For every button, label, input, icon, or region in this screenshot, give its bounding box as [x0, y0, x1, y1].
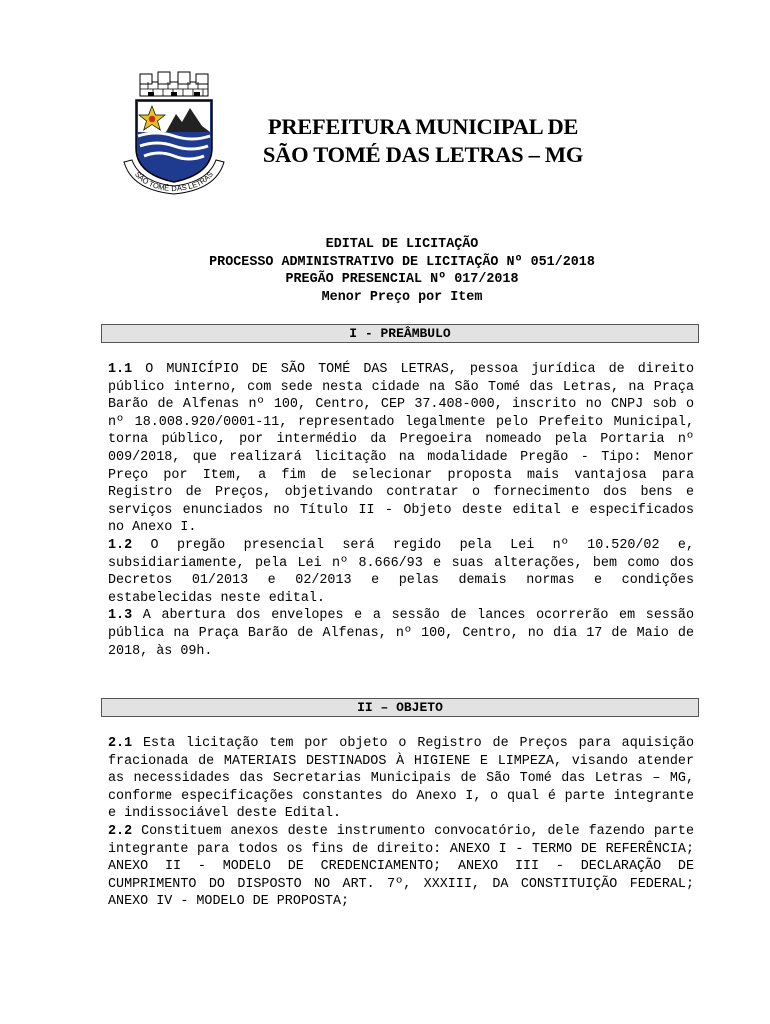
clause-text: Esta licitação tem por objeto o Registro de Preços para aquisição fracionada de MATERIAIS DESTINADOS À HIGIENE E LIMPEZA, visando atender as necessidades das Secretarias Municipais de São Tomé das Letras – MG, conforme especificações constantes do Anexo I, o qual é parte integrante e indissociável deste Edital.: [108, 736, 694, 822]
municipality-name-line1: PREFEITURA MUNICIPAL DE: [267, 114, 579, 139]
clause-number: 1.2: [108, 537, 133, 553]
clause-text: O MUNICÍPIO DE SÃO TOMÉ DAS LETRAS, pessoa jurídica de direito público interno, com sede nesta cidade na São Tomé das Letras, na Praça Barão de Alfenas nº 100, Centro, CEP 37.408-000, inscrito no CNPJ sob o nº 18.008.920/0001-11, representado legalmente pelo Prefeito Municipal, torna público, por intermédio da Pregoeira nomeado pela Portaria nº 009/2018, que realizará licitação na modalidade Pregão - Tipo: Menor Preço por Item, a fim de selecionar proposta mais vantajosa para Registro de Preços, objetivando contratar o fornecimento dos bens e serviços enunciados no Título II - Objeto deste edital e especificados no Anexo I.: [108, 362, 694, 536]
municipality-header: [238, 113, 608, 169]
title-edital: EDITAL DE LICITAÇÃO: [325, 237, 479, 252]
title-criteria: Menor Preço por Item: [321, 289, 483, 305]
section-body-objeto: [108, 735, 694, 911]
section-heading-objeto: II – OBJETO: [101, 698, 699, 717]
clause: [108, 361, 694, 537]
title-process: PROCESSO ADMINISTRATIVO DE LICITAÇÃO Nº 051/2018: [209, 254, 595, 270]
municipality-name-line2: SÃO TOMÉ DAS LETRAS – MG: [262, 142, 584, 167]
clause: [108, 823, 694, 911]
municipal-crest-logo: [118, 70, 230, 198]
clause-number: 1.3: [108, 608, 133, 624]
clause-text: O pregão presencial será regido pela Lei nº 10.520/02 e, subsidiariamente, pela Lei nº 8.666/93 e suas alterações, bem como dos Decretos 01/2013 e 02/2013 e pelas demais normas e condições estabelecidas neste edital.: [108, 537, 694, 606]
title-pregao: PREGÃO PRESENCIAL Nº 017/2018: [285, 272, 519, 288]
clause-number: 2.2: [108, 823, 133, 839]
section-heading-preambulo: I - PREÂMBULO: [101, 324, 699, 343]
clause-number: 2.1: [108, 736, 133, 751]
clause: [108, 607, 694, 660]
clause: [108, 735, 694, 823]
clause-text: Constituem anexos deste instrumento convocatório, dele fazendo parte integrante para todos os fins de direito: ANEXO I - TERMO DE REFERÊNCIA; ANEXO II - MODELO DE CREDENCIAMENTO; ANEXO III - DECLARAÇÃO DE CUMPRIMENTO DO DISPOSTO NO ART. 7º, XXXIII, DA CONSTITUIÇÃO FEDERAL; ANEXO IV - MODELO DE PROPOSTA;: [108, 823, 694, 910]
clause-number: 1.1: [108, 362, 133, 377]
clause: [108, 537, 694, 607]
clause-text: A abertura dos envelopes e a sessão de lances ocorrerão em sessão pública na Praça Barão de Alfenas, nº 100, Centro, no dia 17 de Maio de 2018, às 09h.: [108, 608, 694, 659]
svg-text:SÃO TOMÉ DAS LETRAS: SÃO TOMÉ DAS LETRAS: [133, 169, 215, 194]
section-body-preambulo: [108, 361, 694, 660]
document-title-block: [100, 236, 704, 306]
